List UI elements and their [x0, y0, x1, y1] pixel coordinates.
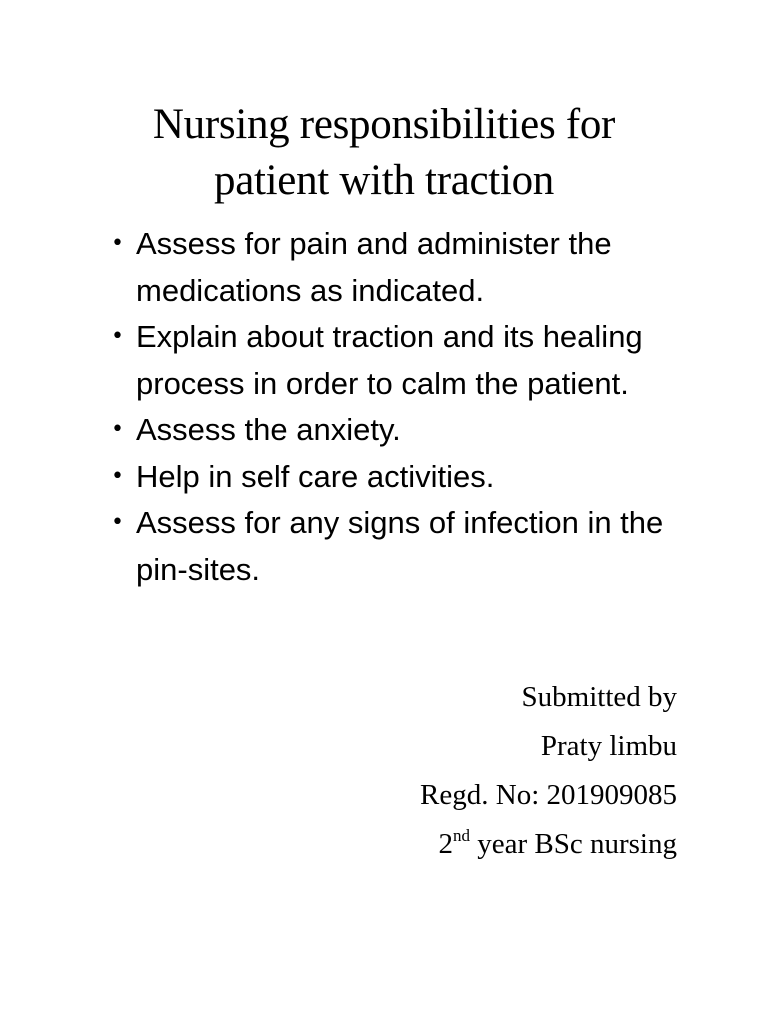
- bullet-icon: •: [111, 231, 124, 256]
- year-number: 2: [438, 828, 453, 860]
- list-item: [108, 500, 708, 593]
- list-item-text: Help in self care activities.: [136, 458, 495, 494]
- student-name: Praty limbu: [540, 730, 677, 762]
- bullet-icon: •: [111, 417, 124, 442]
- bullet-icon: •: [111, 463, 124, 489]
- list-item: [108, 407, 708, 454]
- responsibility-list: [108, 221, 708, 593]
- bullet-icon: •: [111, 510, 124, 535]
- year-program: year BSc nursing: [470, 828, 677, 860]
- list-item: [108, 221, 708, 314]
- year-ordinal-suffix: nd: [453, 826, 470, 845]
- page-title-line-2: patient with traction: [214, 157, 554, 204]
- list-item-text: Assess for any signs of infection in the pin-sites.: [136, 505, 664, 587]
- list-item: [108, 454, 708, 501]
- list-item-text: Assess for pain and administer the medications as indicated.: [136, 226, 612, 308]
- bullet-icon: •: [111, 324, 124, 349]
- submitted-by-label: Submitted by: [521, 681, 677, 713]
- list-item: [108, 314, 708, 407]
- list-item-text: Explain about traction and its healing process in order to calm the patient.: [136, 319, 643, 401]
- list-item-text: Assess the anxiety.: [136, 412, 401, 447]
- academic-year: [277, 820, 677, 869]
- submission-block: [277, 673, 677, 869]
- registration-number: Regd. No: 201909085: [420, 779, 677, 811]
- page-title-line-1: Nursing responsibilities for: [152, 101, 616, 148]
